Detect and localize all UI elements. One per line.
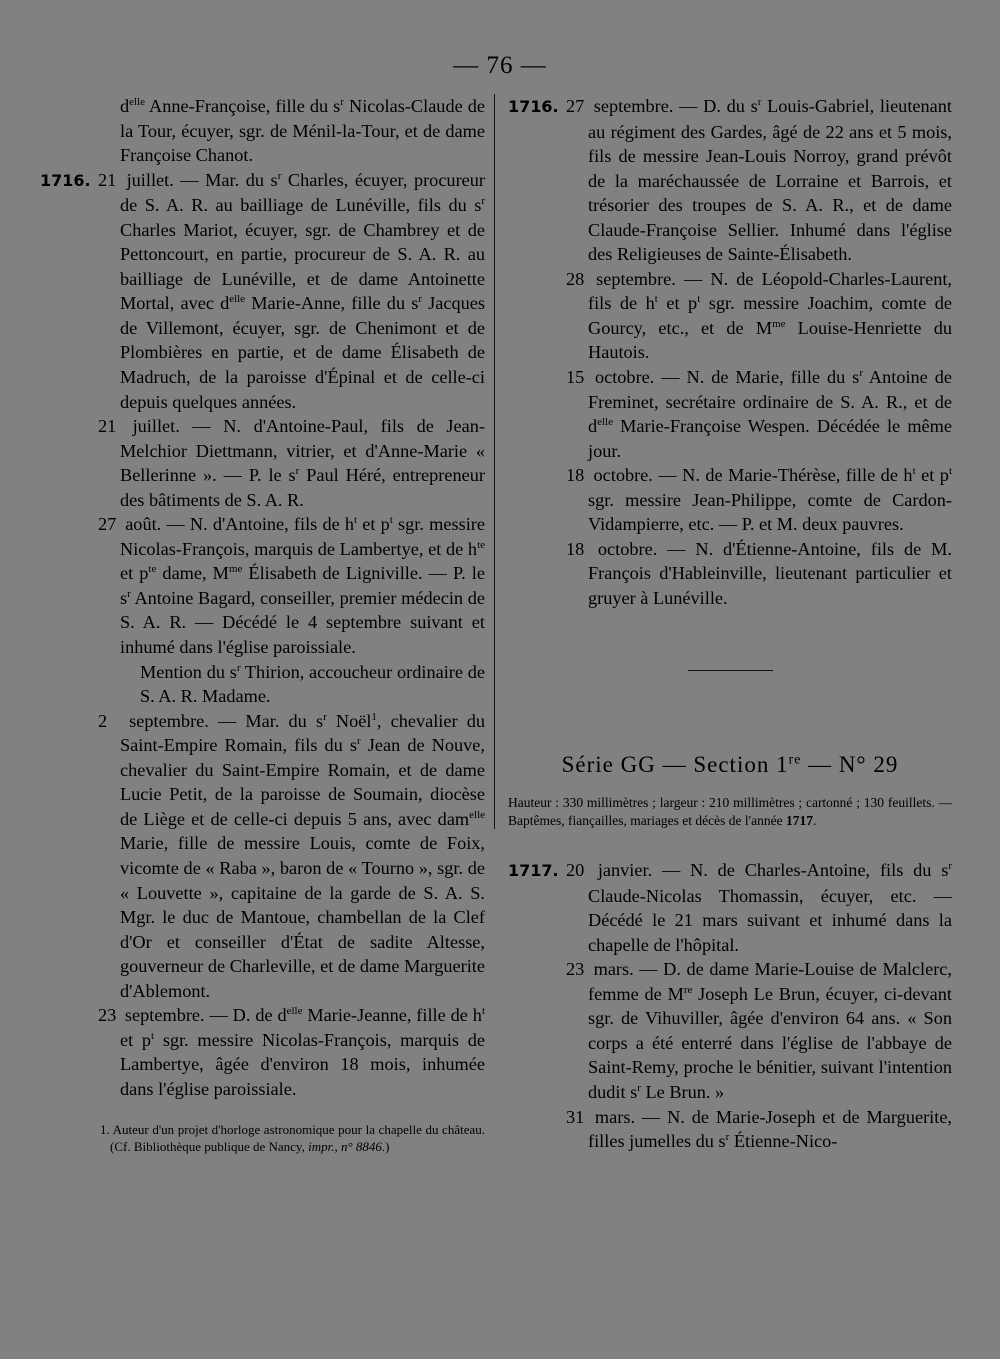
register-entry bbox=[508, 537, 952, 611]
entry-day: 20 bbox=[566, 860, 585, 881]
right-entries bbox=[508, 94, 952, 610]
register-entry bbox=[40, 709, 485, 1004]
entry-day: 15 bbox=[566, 367, 585, 388]
register-entry bbox=[508, 1105, 952, 1154]
register-entry bbox=[508, 957, 952, 1104]
entry-day: 28 bbox=[566, 268, 585, 289]
entry-day: 27 bbox=[566, 96, 585, 116]
entry-day: 18 bbox=[566, 465, 585, 486]
footnote: 1. Auteur d'un projet d'horloge astronomique pour la chapelle du château. (Cf. Bibliothèque publique de Nancy, impr., n° 8846.) bbox=[100, 1122, 485, 1155]
right-column bbox=[508, 94, 952, 1154]
entry-text: octobre. — N. d'Étienne-Antoine, fils de M. François d'Hableinville, lieutenant particulier et gruyer à Lunéville. bbox=[588, 538, 952, 608]
register-entry bbox=[508, 858, 952, 957]
right-entries-1717 bbox=[508, 858, 952, 1154]
entry-text: Mention du $s^r$ Thirion, accoucheur ordinaire de S. A. R. Madame. bbox=[140, 661, 485, 707]
entry-day: 27 bbox=[98, 514, 117, 535]
entry-text: mars. — N. de Marie-Joseph et de Marguerite, filles jumelles du $s^r$ Étienne-Nico- bbox=[588, 1106, 952, 1152]
entry-text: octobre. — N. de Marie, fille du $s^r$ Antoine de Freminet, secrétaire ordinaire de S. A. R., et de $d^{elle}$ Marie-Françoise Wespen. Décédée le même jour. bbox=[588, 366, 952, 461]
series-title: Série GG — Section 1re — N° 29 bbox=[561, 751, 899, 778]
entry-text: mars. — D. de dame Marie-Louise de Malclerc, femme de Mre Joseph Le Brun, écuyer, ci-devant sgr. de Vihuviller, âgée d'environ 64 ans. « Son corps a été enterré dans l'église de l'abbaye de Saint-Remy, proche le bénitier, suivant l'intention dudit $s^r$ Le Brun. » bbox=[588, 959, 952, 1102]
entry-text: juillet. — N. d'Antoine-Paul, fils de Jean-Melchior Diettmann, vitrier, et d'Anne-Marie « Bellerinne ». — P. le $s^r$ Paul Héré, entrepreneur des bâtiments de S. A. R. bbox=[120, 416, 485, 510]
entry-day: 18 bbox=[566, 538, 585, 559]
entry-text: $d^{elle}$ Anne-Françoise, fille du $s^r$ Nicolas-Claude de la Tour, écuyer, sgr. de Ménil-la-Tour, et de dame Françoise Chanot. bbox=[120, 95, 485, 166]
register-entry bbox=[40, 660, 485, 709]
register-entry bbox=[508, 365, 952, 463]
entry-text: septembre. — D. du $s^r$ Louis-Gabriel, lieutenant au régiment des Gardes, âgé de 22 ans et 5 mois, fils de messire Jean-Louis Norroy, grand prévôt de la maréchaussée de Lorraine et Barrois, et trésorier des troupes de S. A. R., et de dame Claude-Françoise Sellier. Inhumé dans l'église des Religieuses de Sainte-Élisabeth. bbox=[588, 95, 952, 265]
entry-text: septembre. — D. de $d^{elle}$ Marie-Jeanne, fille de $h^t$ et $p^t$ sgr. messire Nicolas-François, marquis de Lambertye, âgée d'environ 18 mois, inhumée dans l'église paroissiale. bbox=[120, 1005, 485, 1099]
series-description: Hauteur : 330 millimètres ; largeur : 210 millimètres ; cartonné ; 130 feuillets. — Baptêmes, fiançailles, mariages et décès de l'année 1717. bbox=[508, 795, 952, 829]
entry-year: 1716. bbox=[508, 97, 559, 116]
entry-text: septembre. — Mar. du $s^r$ Noël$^1$, chevalier du Saint-Empire Romain, fils du $s^r$ Jean de Nouve, chevalier du Saint-Empire Romain, et de dame Lucie Petit, de la paroisse de Soumain, diocèse de Liège et de celle-ci depuis 5 ans, avec dam$^{elle}$ Marie, fille de messire Louis, comte de Foix, vicomte de « Raba », baron de « Tourno », sgr. de « Louvette », capitaine de la garde de S. A. S. Mgr. le duc de Mantoue, chambellan de la Clef d'Or et conseiller d'État de sadite Altesse, gouverneur de Charleville, et de dame Marguerite d'Ablemont. bbox=[120, 710, 485, 1001]
entry-text: juillet. — Mar. du $s^r$ Charles, écuyer, procureur de S. A. R. au bailliage de Lunéville, fils du $s^r$ Charles Mariot, écuyer, sgr. de Chambrey et de Pettoncourt, en partie, procureur de S. A. R. au bailliage de Lunéville, et de dame Antoinette Mortal, avec $d^{elle}$ Marie-Anne, fille du $s^r$ Jacques de Villemont, écuyer, sgr. de Chenimont et de Plombières en partie, et de dame Élisabeth de Madruch, de la paroisse d'Épinal et de celle-ci depuis quelques années. bbox=[120, 169, 486, 412]
entry-year: 1717. bbox=[508, 861, 559, 881]
entry-text: octobre. — N. de Marie-Thérèse, fille de $h^t$ et $p^t$ sgr. messire Jean-Philippe, comte de Cardon-Vidampierre, etc. — P. et M. deux pauvres. bbox=[588, 465, 952, 535]
column-divider bbox=[494, 94, 495, 829]
register-entry bbox=[40, 168, 485, 414]
register-entry bbox=[508, 463, 952, 537]
entry-day: 31 bbox=[566, 1106, 585, 1127]
register-entry bbox=[508, 267, 952, 365]
entry-year: 1716. bbox=[40, 170, 91, 190]
entry-text: août. — N. d'Antoine, fils de $h^t$ et $p^t$ sgr. messire Nicolas-François, marquis de Lambertye, et de $h^{te}$ et $p^{te}$ dame, $M^{me}$ Élisabeth de Ligniville. — P. le $s^r$ Antoine Bagard, conseiller, premier médecin de S. A. R. — Décédé le 4 septembre suivant et inhumé dans l'église paroissiale. bbox=[120, 514, 485, 658]
page-number: — 76 — bbox=[453, 52, 547, 79]
register-entry bbox=[40, 414, 485, 512]
left-column bbox=[40, 94, 485, 1155]
separator-rule bbox=[688, 670, 773, 671]
register-entry bbox=[40, 94, 485, 168]
entry-day: 21 bbox=[98, 416, 117, 437]
entry-day: 23 bbox=[566, 959, 585, 980]
register-entry bbox=[40, 512, 485, 659]
entry-text: septembre. — N. de Léopold-Charles-Laurent, fils de $h^t$ et $p^t$ sgr. messire Joachim, comte de Gourcy, etc., et de $M^{me}$ Louise-Henriette du Hautois. bbox=[588, 268, 953, 363]
register-entry bbox=[40, 1003, 485, 1101]
entry-day: 21 bbox=[98, 169, 117, 190]
register-entry bbox=[508, 94, 952, 267]
entry-day: 2 bbox=[98, 710, 108, 731]
entry-day: 23 bbox=[98, 1005, 117, 1026]
left-entries bbox=[40, 94, 485, 1101]
entry-text: janvier. — N. de Charles-Antoine, fils du $s^r$ Claude-Nicolas Thomassin, écuyer, etc. — Décédé le 21 mars suivant et inhumé dans la chapelle de l'hôpital. bbox=[588, 859, 952, 955]
